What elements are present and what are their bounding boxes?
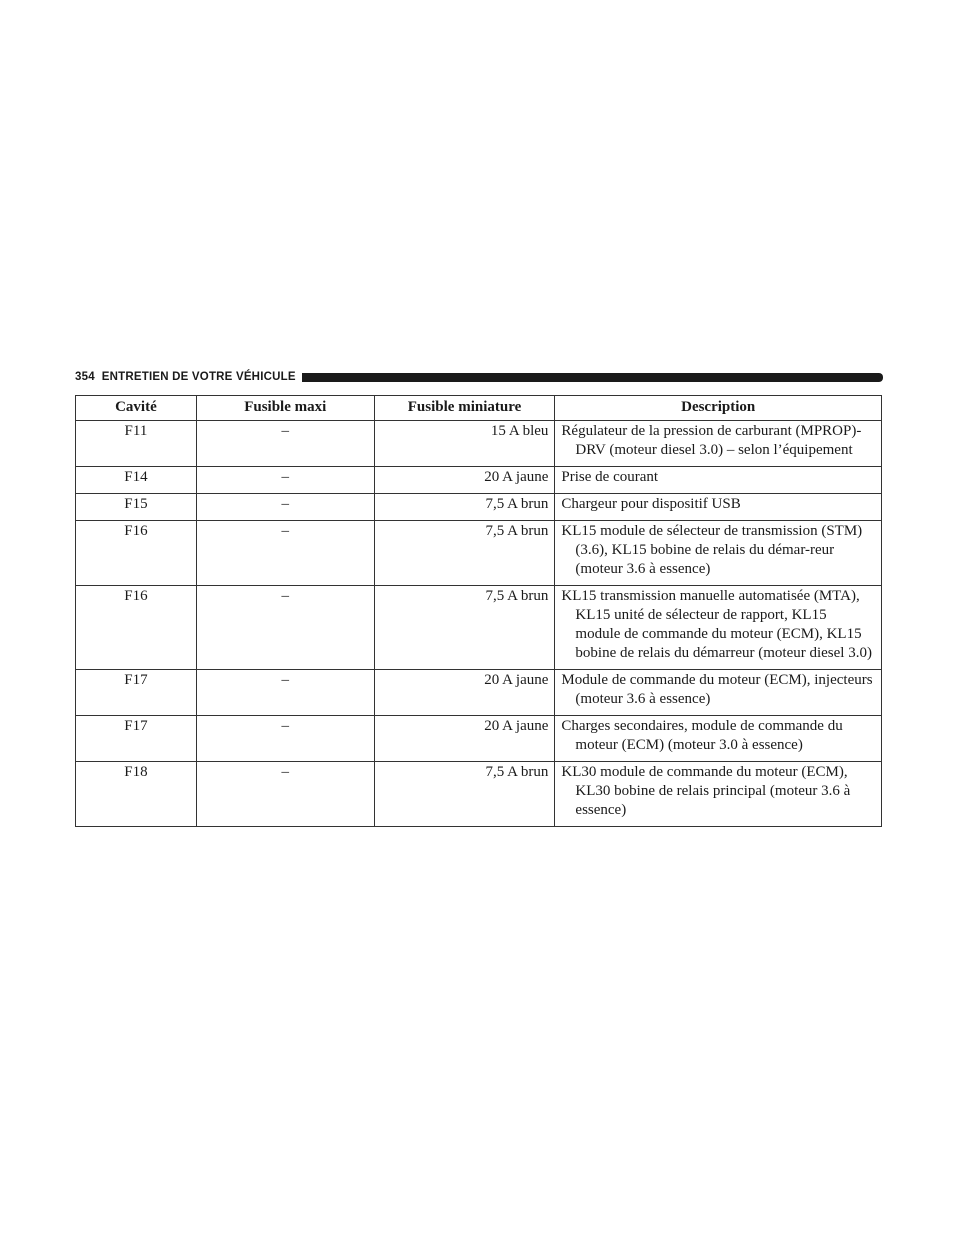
maxi-fuse-cell: – — [196, 467, 374, 494]
mini-fuse-cell: 20 A jaune — [374, 716, 555, 762]
cavity-cell: F11 — [76, 421, 197, 467]
cavity-cell: F17 — [76, 716, 197, 762]
maxi-fuse-cell: – — [196, 762, 374, 827]
table-row — [76, 762, 882, 827]
maxi-fuse-cell: – — [196, 521, 374, 586]
maxi-fuse-cell: – — [196, 421, 374, 467]
column-header-cavity: Cavité — [76, 396, 197, 421]
table-row — [76, 716, 882, 762]
table-row — [76, 670, 882, 716]
cavity-cell: F16 — [76, 586, 197, 670]
mini-fuse-cell: 7,5 A brun — [374, 586, 555, 670]
description-text: KL15 module de sélecteur de transmission (STM) (3.6), KL15 bobine de relais du démar-reur (moteur 3.6 à essence) — [561, 523, 863, 577]
mini-fuse-cell: 7,5 A brun — [374, 762, 555, 827]
mini-fuse-cell: 7,5 A brun — [374, 494, 555, 521]
fuse-table — [75, 395, 882, 827]
description-cell — [555, 762, 882, 827]
table-row — [76, 421, 882, 467]
description-cell — [555, 586, 882, 670]
description-cell — [555, 494, 882, 521]
header-rule — [302, 373, 883, 382]
description-text: Module de commande du moteur (ECM), injecteurs (moteur 3.6 à essence) — [561, 672, 873, 707]
cavity-cell: F14 — [76, 467, 197, 494]
maxi-fuse-cell: – — [196, 716, 374, 762]
table-row — [76, 494, 882, 521]
description-cell — [555, 467, 882, 494]
description-text: Régulateur de la pression de carburant (MPROP)-DRV (moteur diesel 3.0) – selon l’équipement — [561, 423, 862, 458]
mini-fuse-cell: 20 A jaune — [374, 670, 555, 716]
table-header-row — [76, 396, 882, 421]
maxi-fuse-cell: – — [196, 494, 374, 521]
description-text: Charges secondaires, module de commande du moteur (ECM) (moteur 3.0 à essence) — [561, 718, 843, 753]
description-text: KL15 transmission manuelle automatisée (MTA), KL15 unité de sélecteur de rapport, KL15 module de commande du moteur (ECM), KL15 bobine de relais du démarreur (moteur diesel 3.0) — [561, 588, 872, 661]
page-number: 354 — [75, 371, 95, 383]
section-title: ENTRETIEN DE VOTRE VÉHICULE — [101, 371, 296, 383]
table-row — [76, 467, 882, 494]
cavity-cell: F18 — [76, 762, 197, 827]
description-text: Prise de courant — [561, 469, 659, 485]
column-header-description: Description — [555, 396, 882, 421]
description-cell — [555, 521, 882, 586]
column-header-maxi-fuse: Fusible maxi — [196, 396, 374, 421]
mini-fuse-cell: 7,5 A brun — [374, 521, 555, 586]
running-header — [75, 369, 883, 385]
description-cell — [555, 716, 882, 762]
maxi-fuse-cell: – — [196, 670, 374, 716]
table-row — [76, 586, 882, 670]
mini-fuse-cell: 20 A jaune — [374, 467, 555, 494]
cavity-cell: F15 — [76, 494, 197, 521]
column-header-mini-fuse: Fusible miniature — [374, 396, 555, 421]
description-text: KL30 module de commande du moteur (ECM), KL30 bobine de relais principal (moteur 3.6 à essence) — [561, 764, 851, 818]
table-row — [76, 521, 882, 586]
description-text: Chargeur pour dispositif USB — [561, 496, 741, 512]
description-cell — [555, 670, 882, 716]
mini-fuse-cell: 15 A bleu — [374, 421, 555, 467]
description-cell — [555, 421, 882, 467]
maxi-fuse-cell: – — [196, 586, 374, 670]
cavity-cell: F16 — [76, 521, 197, 586]
cavity-cell: F17 — [76, 670, 197, 716]
